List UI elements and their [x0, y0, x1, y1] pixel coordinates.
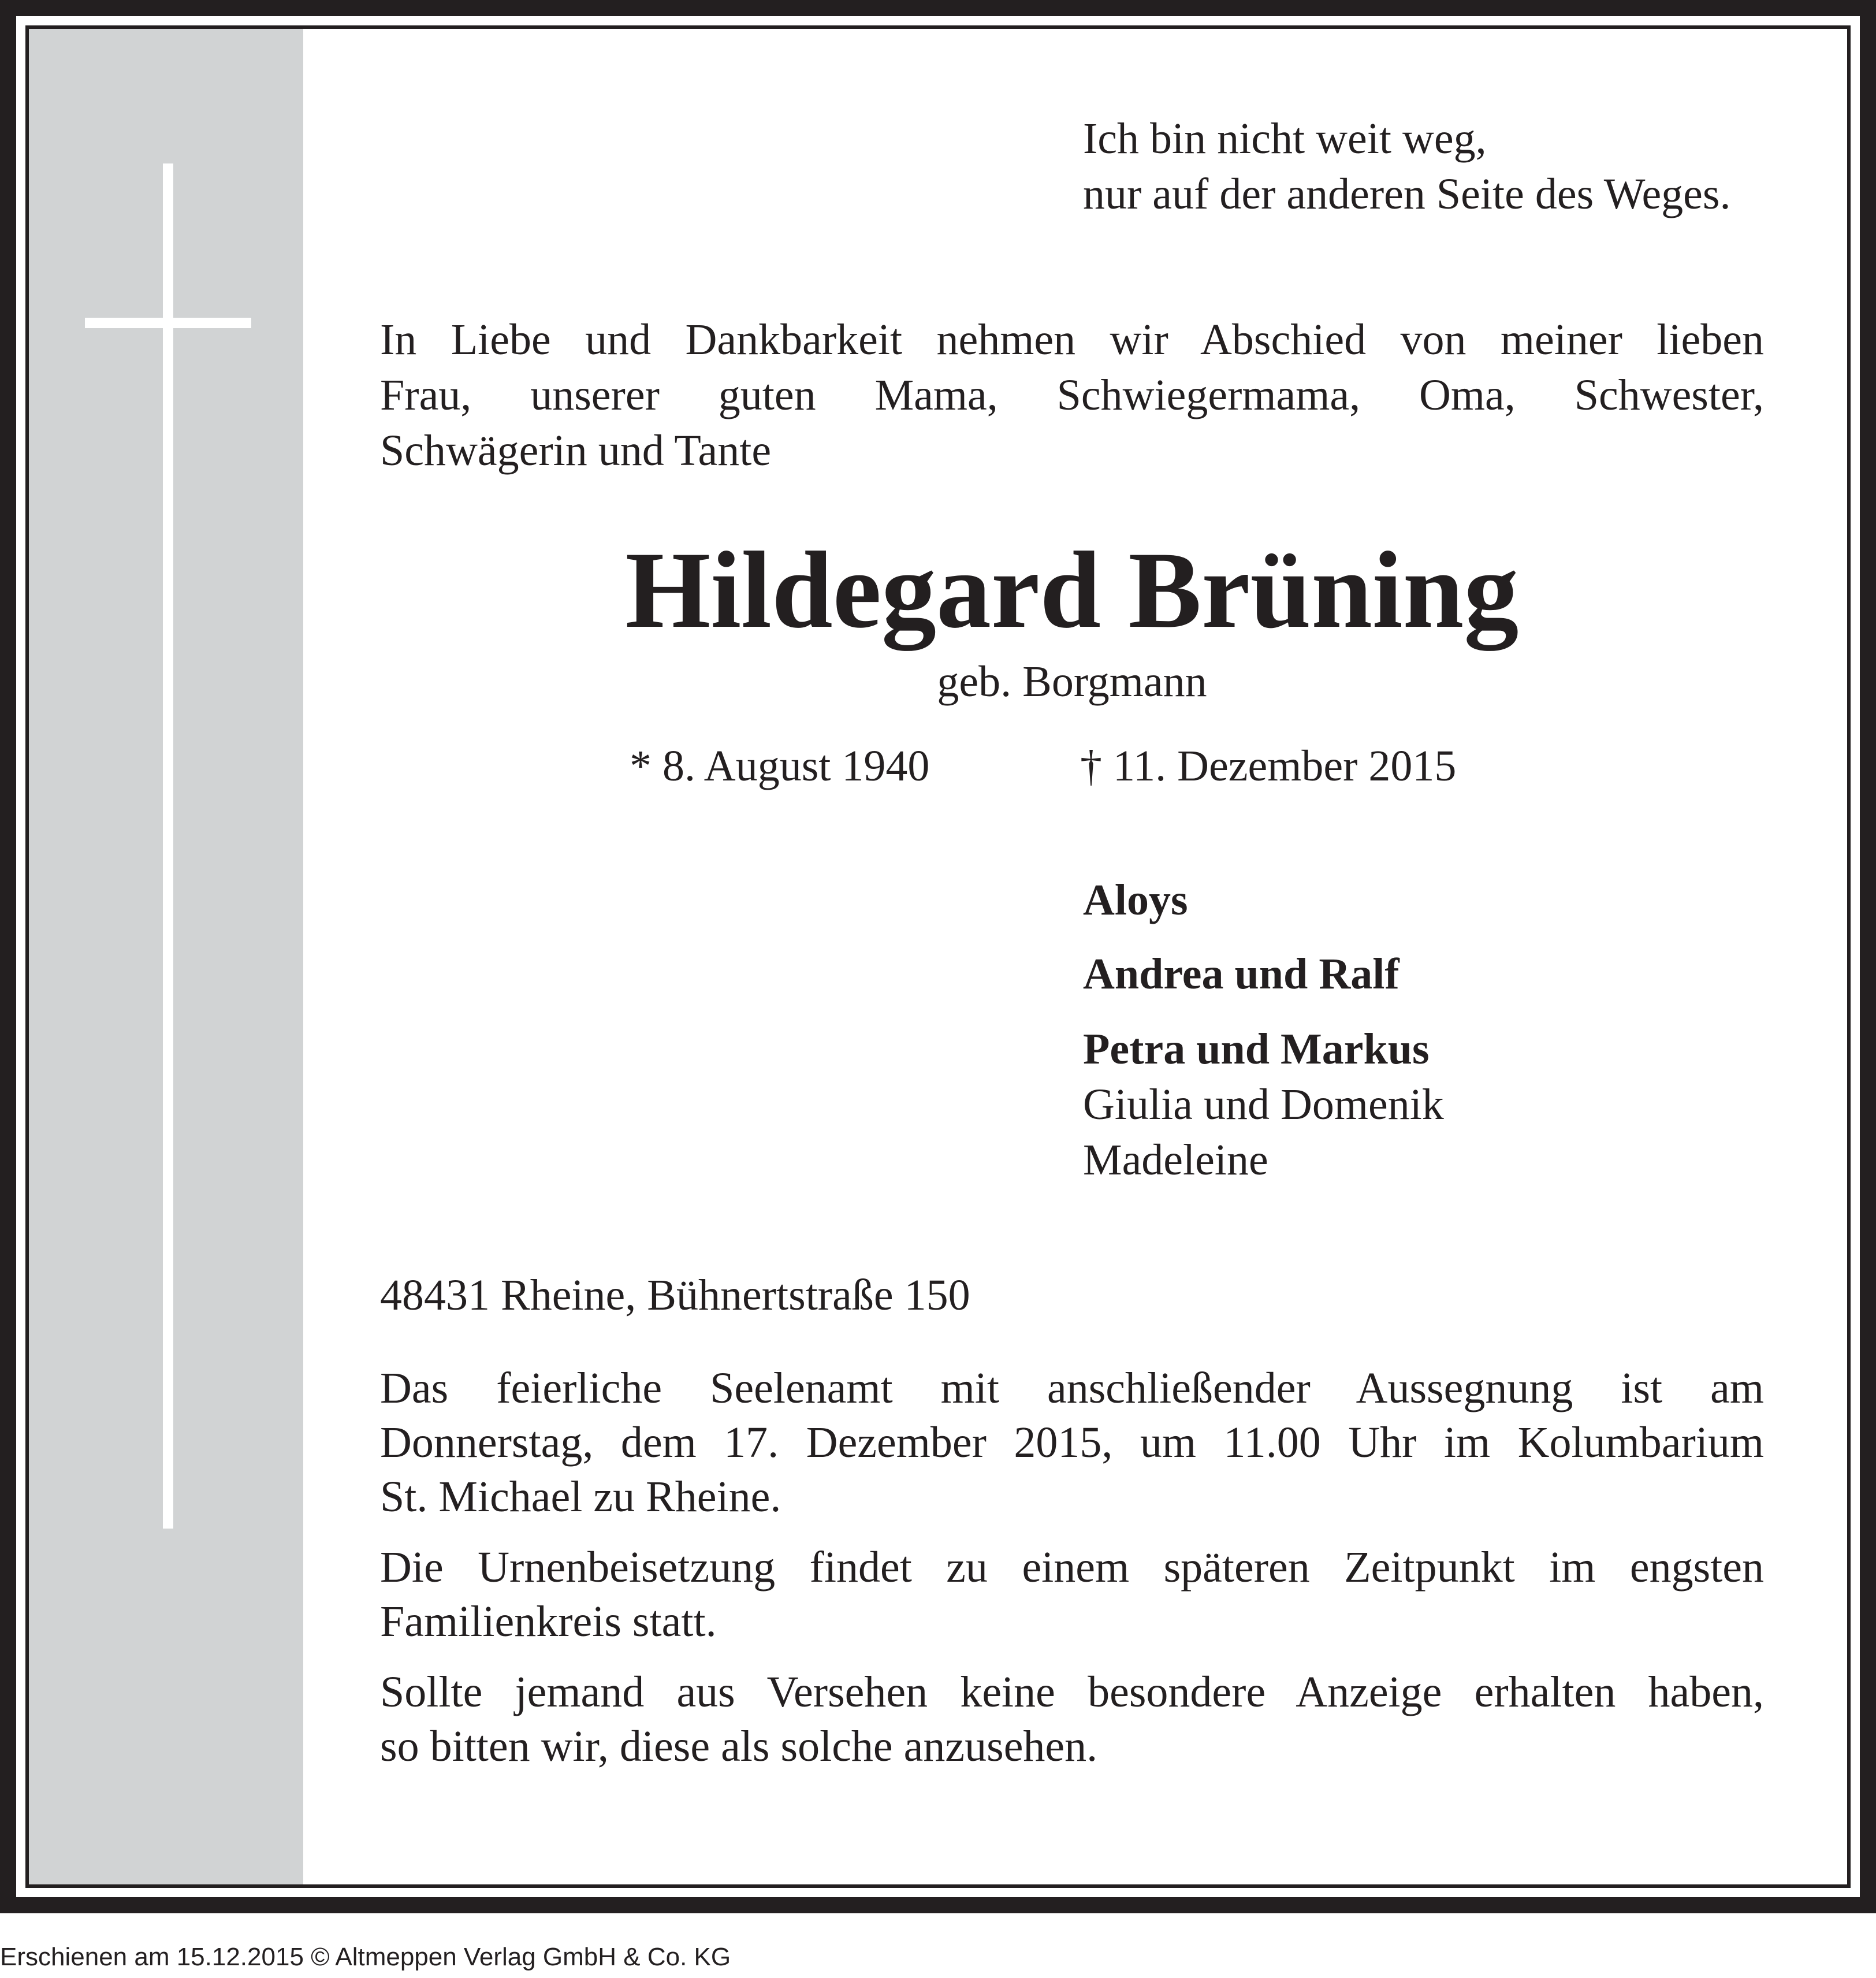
burial-line: Die Urnenbeisetzung findet zu einem späteren Zeitpunkt im engsten — [380, 1543, 1764, 1592]
burial-paragraph — [380, 1540, 1764, 1649]
notice-line: Sollte jemand aus Versehen keine besondere Anzeige erhalten haben, — [380, 1668, 1764, 1716]
burial-line: Familienkreis statt. — [380, 1597, 717, 1646]
quote-line: Ich bin nicht weit weg, — [1083, 114, 1487, 163]
address: 48431 Rheine, Bühnertstraße 150 — [380, 1271, 970, 1319]
quote-line: nur auf der anderen Seite des Weges. — [1083, 170, 1731, 218]
cross-vertical-bar — [163, 163, 173, 1529]
mourner-name: Petra und Markus — [1083, 1025, 1430, 1073]
service-line: St. Michael zu Rheine. — [380, 1473, 781, 1521]
notice-line: so bitten wir, diese als solche anzusehen. — [380, 1722, 1098, 1771]
mourner-name: Aloys — [1083, 876, 1188, 924]
notice-paragraph — [380, 1665, 1764, 1773]
mourner-name: Madeleine — [1083, 1136, 1268, 1184]
intro-line: Schwägerin und Tante — [380, 426, 772, 475]
publication-footer: Erschienen am 15.12.2015 © Altmeppen Verlag GmbH & Co. KG — [0, 1943, 731, 1971]
deceased-name: Hildegard Brüning — [625, 530, 1519, 651]
death-date: † 11. Dezember 2015 — [1080, 742, 1457, 790]
intro-line: Frau, unserer guten Mama, Schwiegermama, Oma, Schwester, — [380, 371, 1764, 419]
cross-horizontal-bar — [85, 318, 251, 328]
mourner-name: Giulia und Domenik — [1083, 1080, 1444, 1129]
intro-text — [380, 312, 1764, 478]
intro-line: In Liebe und Dankbarkeit nehmen wir Abschied von meiner lieben — [380, 315, 1764, 364]
service-line: Donnerstag, dem 17. Dezember 2015, um 11.00 Uhr im Kolumbarium — [380, 1418, 1764, 1467]
maiden-name: geb. Borgmann — [937, 657, 1207, 706]
service-paragraph — [380, 1361, 1764, 1524]
birth-date: * 8. August 1940 — [630, 742, 930, 790]
service-line: Das feierliche Seelenamt mit anschließender Aussegnung ist am — [380, 1364, 1764, 1412]
epitaph-quote — [1083, 111, 1730, 222]
mourner-name: Andrea und Ralf — [1083, 950, 1399, 998]
